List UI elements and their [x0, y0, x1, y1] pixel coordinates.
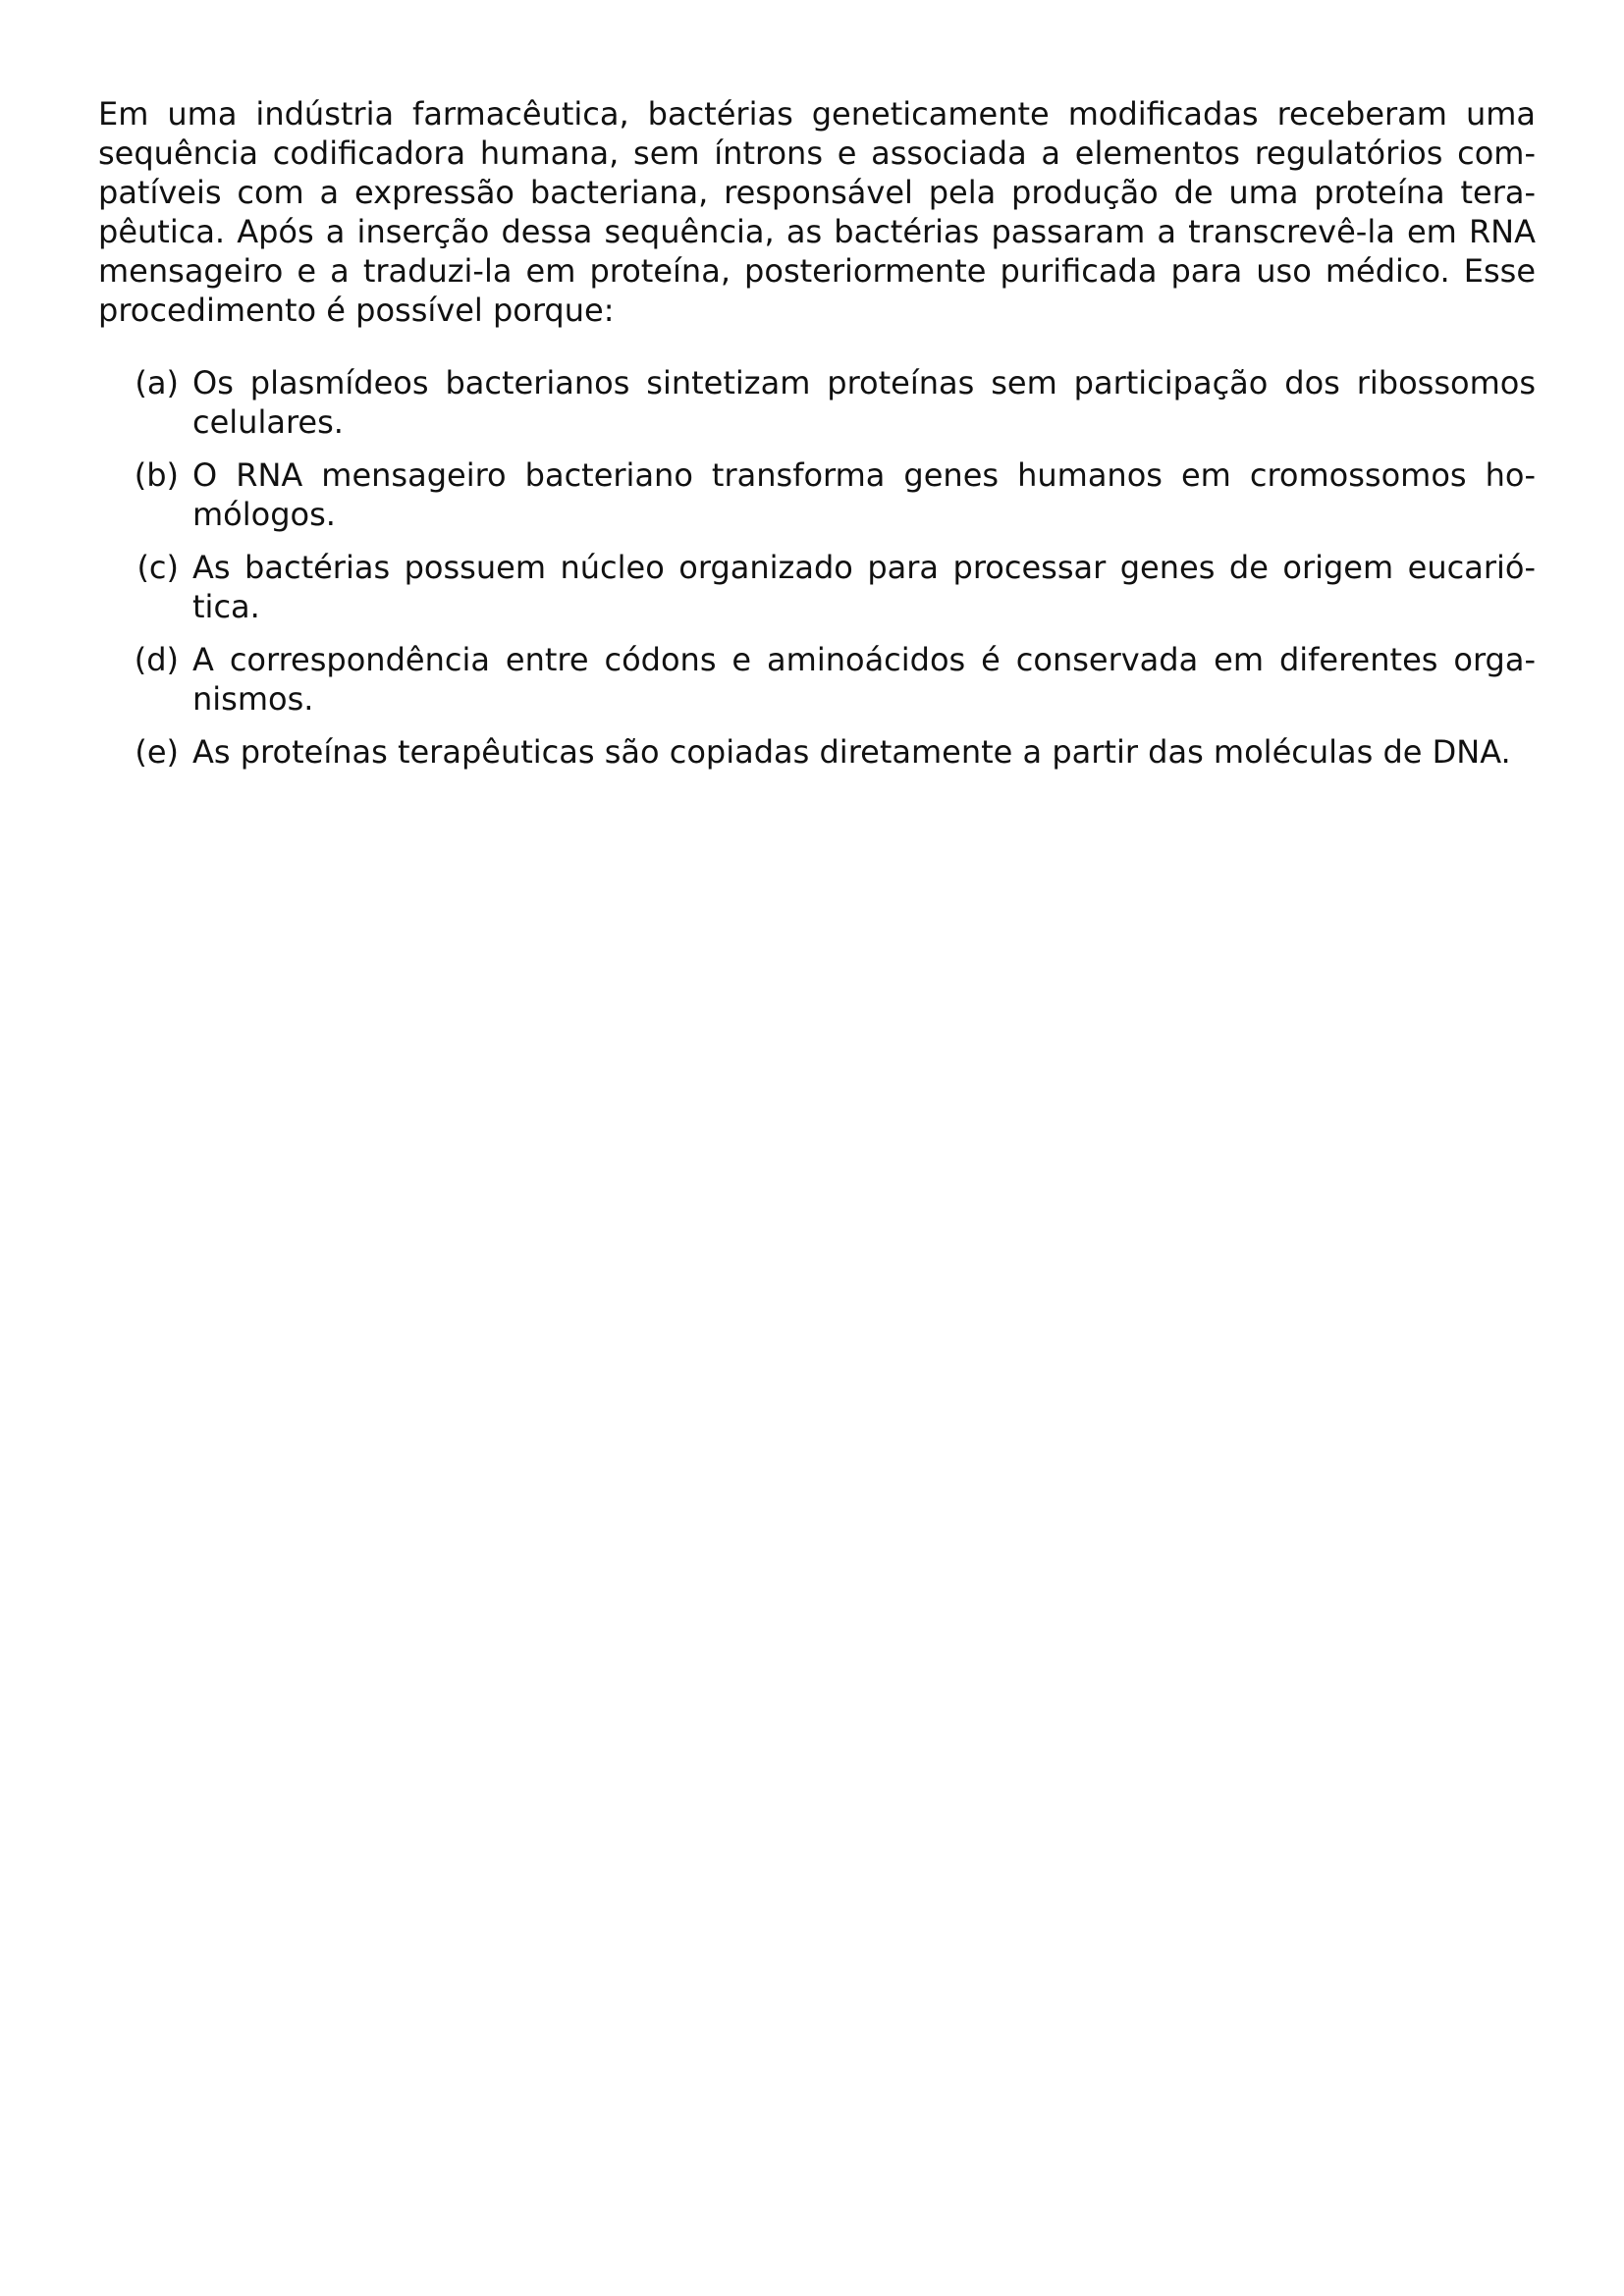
- option-a[interactable]: [98, 363, 1536, 442]
- option-text: As proteínas terapêuticas são copiadas diretamente a partir das moléculas de DNA.: [192, 733, 1511, 771]
- option-d[interactable]: [98, 640, 1536, 719]
- option-label: (c): [136, 549, 179, 586]
- option-label: (a): [135, 364, 179, 401]
- option-label: (b): [134, 456, 179, 494]
- option-text: As bactérias possuem núcleo organizado para processar genes de origem eucariótica.: [192, 549, 1536, 625]
- option-label: (e): [135, 733, 179, 771]
- option-text: A correspondência entre códons e aminoácidos é conservada em diferentes organismos.: [192, 641, 1536, 718]
- option-label: (d): [134, 641, 179, 678]
- question-stem: Em uma indústria farmacêutica, bactérias geneticamente modificadas receberam uma sequência codificadora humana, sem íntrons e associada a elementos regulatórios compatíveis com a expressão bacteriana, responsável pela produção de uma proteína terapêutica. Após a inserção dessa sequência, as bactérias passaram a transcrevê-la em RNA mensageiro e a traduzi-la em proteína, posteriormente purificada para uso médico. Esse procedimento é possível porque:: [98, 95, 1536, 329]
- option-c[interactable]: [98, 548, 1536, 626]
- question-block: [98, 94, 1536, 785]
- option-text: O RNA mensageiro bacteriano transforma genes humanos em cromossomos homólogos.: [192, 456, 1536, 533]
- option-e[interactable]: [98, 732, 1536, 772]
- option-b[interactable]: [98, 455, 1536, 534]
- answer-options-list: [98, 363, 1536, 772]
- option-text: Os plasmídeos bacterianos sintetizam proteínas sem participação dos ribossomos celulares.: [192, 364, 1536, 441]
